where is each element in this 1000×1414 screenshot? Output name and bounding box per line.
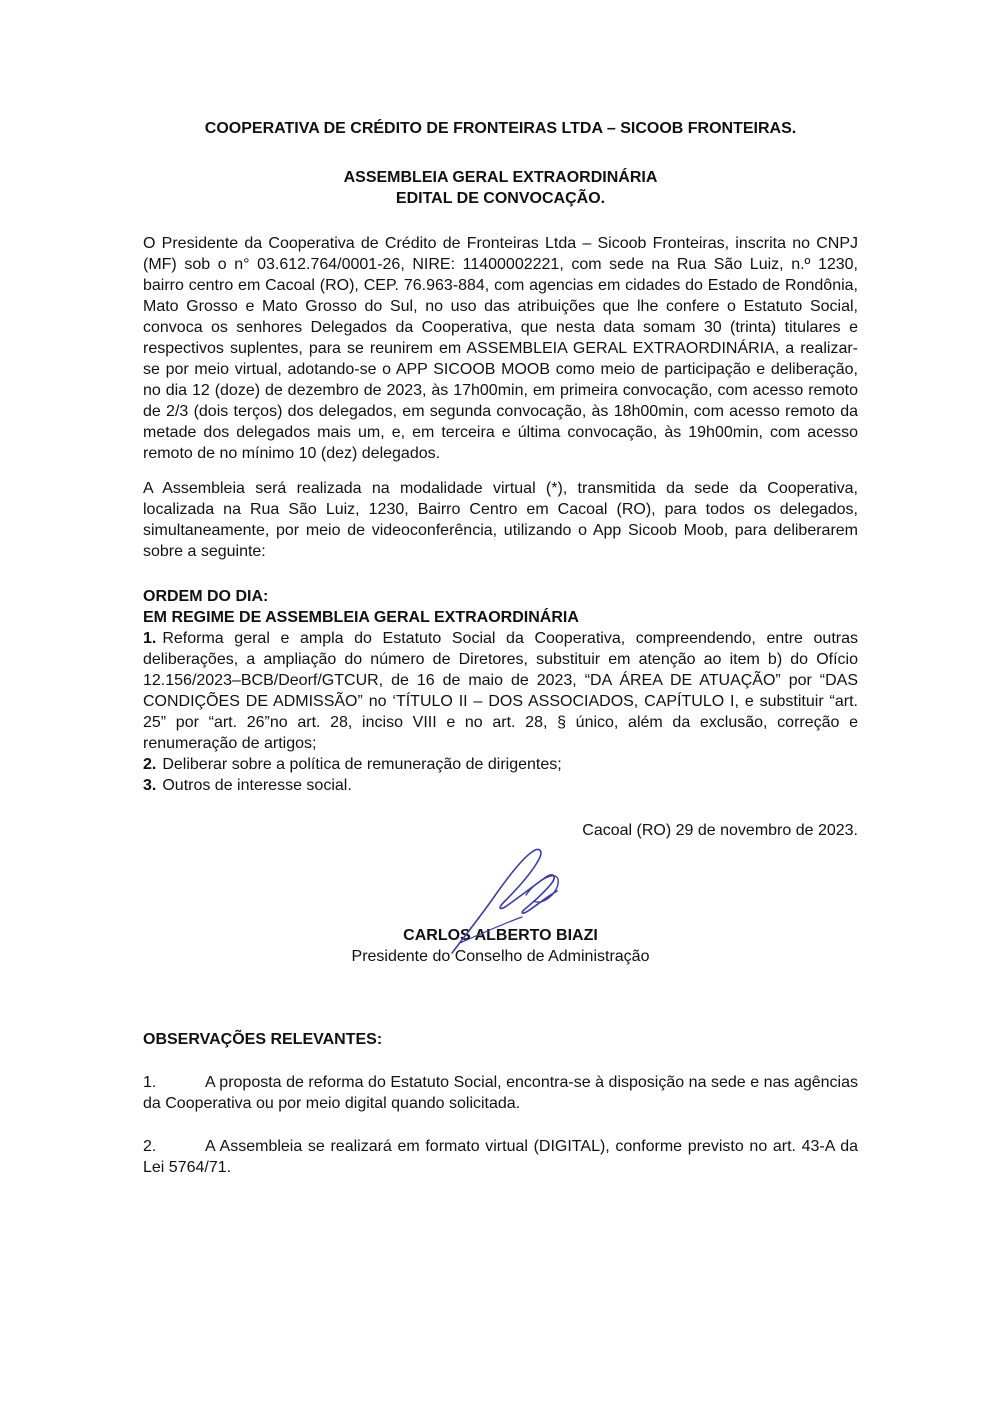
observation-item-2-text: A Assembleia se realizará em formato virtual (DIGITAL), conforme previsto no art. 43-A da Lei 5764/71. xyxy=(143,1138,858,1176)
agenda-item-3 xyxy=(143,775,858,796)
signer-name: CARLOS ALBERTO BIAZI xyxy=(403,927,598,944)
agenda-subheading: EM REGIME DE ASSEMBLEIA GERAL EXTRAORDINÁRIA xyxy=(143,609,579,626)
observation-item-1-text: A proposta de reforma do Estatuto Social, encontra-se à disposição na sede e nas agências da Cooperativa ou por meio digital quando solicitada. xyxy=(143,1074,858,1112)
paragraph-modality: A Assembleia será realizada na modalidade virtual (*), transmitida da sede da Cooperativa, localizada na Rua São Luiz, 1230, Bairro Centro em Cacoal (RO), para todos os delegados, simultaneamente, por meio de videoconferência, utilizando o App Sicoob Moob, para deliberarem sobre a seguinte: xyxy=(143,480,858,560)
agenda-item-3-number: 3. xyxy=(143,777,157,794)
document-subtitle xyxy=(143,167,858,209)
paragraph-preamble: O Presidente da Cooperativa de Crédito de Fronteiras Ltda – Sicoob Fronteiras, inscrita no CNPJ (MF) sob o n° 03.612.764/0001-26, NIRE: 11400002221, com sede na Rua São Luiz, n.º 1230, bairro centro em Cacoal (RO), CEP. 76.963-884, com agencias em cidades do Estado de Rondônia, Mato Grosso e Mato Grosso do Sul, no uso das atribuições que lhe confere o Estatuto Social, convoca os senhores Delegados da Cooperativa, que nesta data somam 30 (trinta) titulares e respectivos suplentes, para se reunirem em ASSEMBLEIA GERAL EXTRAORDINÁRIA, a realizar-se por meio virtual, adotando-se o APP SICOOB MOOB como meio de participação e deliberação, no dia 12 (doze) de dezembro de 2023, às 17h00min, em primeira convocação, com acesso remoto de 2/3 (dois terços) dos delegados, em segunda convocação, às 18h00min, com acesso remoto da metade dos delegados mais um, e, em terceira e última convocação, às 19h00min, com acesso remoto de no mínimo 10 (dez) delegados. xyxy=(143,235,858,462)
document-title: COOPERATIVA DE CRÉDITO DE FRONTEIRAS LTDA – SICOOB FRONTEIRAS. xyxy=(204,120,797,137)
signature-block xyxy=(143,841,858,967)
agenda-item-1 xyxy=(143,628,858,754)
agenda-item-1-text: Reforma geral e ampla do Estatuto Social da Cooperativa, compreendendo, entre outras deliberações, a ampliação do número de Diretores, substituir em atenção ao item b) do Ofício 12.156/2023–BCB/Deorf/GTCUR, de 16 de maio de 2023, “DA ÁREA DE ATUAÇÃO” por “DAS CONDIÇÕES DE ADMISSÃO” no ‘TÍTULO II – DOS ASSOCIADOS, CAPÍTULO I, e substituir “art. 25” por “art. 26”no art. 28, inciso VIII e no art. 28, § único, além da exclusão, correção e renumeração de artigos; xyxy=(143,630,858,752)
agenda-item-1-number: 1. xyxy=(143,630,157,647)
subtitle-line-1: ASSEMBLEIA GERAL EXTRAORDINÁRIA xyxy=(343,169,658,186)
agenda-heading: ORDEM DO DIA: xyxy=(143,588,269,605)
observation-item-1-number: 1. xyxy=(143,1074,157,1091)
agenda-item-2-number: 2. xyxy=(143,756,157,773)
subtitle-line-2: EDITAL DE CONVOCAÇÃO. xyxy=(395,190,606,207)
observations-heading: OBSERVAÇÕES RELEVANTES: xyxy=(143,1031,383,1048)
agenda-item-2-text: Deliberar sobre a política de remuneração de dirigentes; xyxy=(162,756,562,773)
observation-item-2-number: 2. xyxy=(143,1138,157,1155)
observation-item-2 xyxy=(143,1136,858,1178)
agenda-item-2 xyxy=(143,754,858,775)
agenda-item-3-text: Outros de interesse social. xyxy=(162,777,352,794)
signer-role: Presidente do Conselho de Administração xyxy=(351,948,650,965)
observation-item-1 xyxy=(143,1072,858,1114)
date-line: Cacoal (RO) 29 de novembro de 2023. xyxy=(582,822,858,839)
